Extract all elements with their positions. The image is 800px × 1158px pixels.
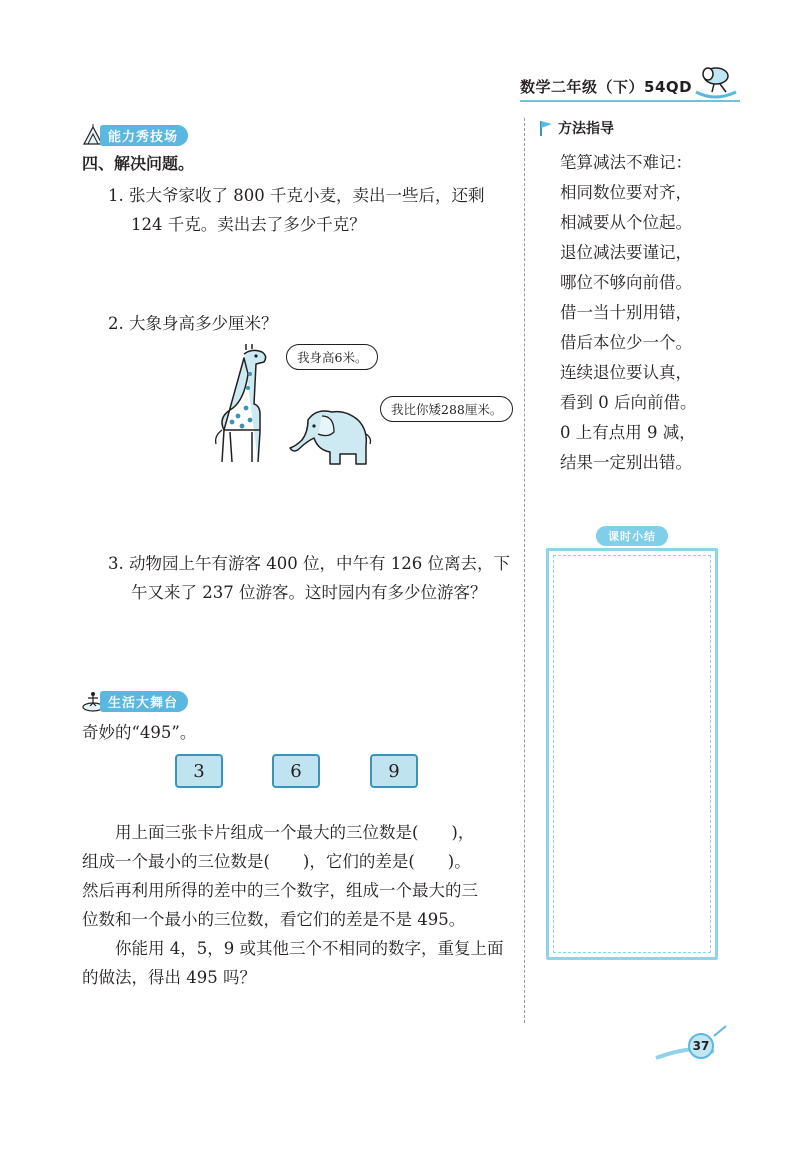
tip-line: 退位减法要谨记， <box>560 243 692 262</box>
page-header-title: 数学二年级（下）54QD <box>520 78 693 96</box>
tip-line: 相同数位要对齐， <box>560 183 692 202</box>
page-number: 37 <box>688 1033 714 1059</box>
life-intro: 奇妙的“495”。 <box>82 723 197 742</box>
life-badge-label: 生活大舞台 <box>100 691 188 712</box>
number-card: 3 <box>175 754 223 788</box>
section-heading: 四、解决问题。 <box>82 154 195 173</box>
number-card: 6 <box>272 754 320 788</box>
lesson-summary-inner-border <box>553 555 711 953</box>
tip-line: 相减要从个位起。 <box>560 213 692 232</box>
life-paragraph-1-line-3: 然后再利用所得的差中的三个数字，组成一个最大的三 <box>82 881 478 900</box>
tip-line: 连续退位要认真， <box>560 363 692 382</box>
question-1-line-1: 1. 张大爷家收了 800 千克小麦，卖出一些后，还剩 <box>108 186 485 205</box>
number-card: 9 <box>370 754 418 788</box>
life-paragraph-1-line-2: 组成一个最小的三位数是( )，它们的差是( )。 <box>82 852 471 871</box>
telescope-logo-icon <box>690 58 740 102</box>
elephant-speech-bubble: 我比你矮288厘米。 <box>380 396 513 422</box>
tip-line: 看到 0 后向前借。 <box>560 393 697 412</box>
tip-line: 哪位不够向前借。 <box>560 273 692 292</box>
tip-line: 笔算减法不难记： <box>560 153 692 172</box>
lesson-summary-box[interactable] <box>546 548 718 960</box>
tip-line: 借一当十别用错， <box>560 303 692 322</box>
question-1-line-2: 124 千克。卖出去了多少千克？ <box>131 215 366 234</box>
question-3-line-2: 午又来了 237 位游客。这时园内有多少位游客？ <box>131 583 487 602</box>
life-paragraph-1-line-4: 位数和一个最小的三位数，看它们的差是不是 495。 <box>82 910 466 929</box>
flag-icon <box>538 119 554 137</box>
tip-line: 0 上有点用 9 减， <box>560 423 696 442</box>
giraffe-speech-bubble: 我身高6米。 <box>286 344 378 370</box>
method-tip-title <box>538 118 614 138</box>
elephant-icon <box>288 404 374 470</box>
question-3-line-1: 3. 动物园上午有游客 400 位，中午有 126 位离去，下 <box>108 554 510 573</box>
question-2: 2. 大象身高多少厘米？ <box>108 314 278 333</box>
life-section-badge <box>82 690 188 712</box>
life-paragraph-1-line-1: 用上面三张卡片组成一个最大的三位数是( )， <box>115 823 475 842</box>
life-paragraph-2-line-1: 你能用 4，5，9 或其他三个不相同的数字，重复上面 <box>115 939 504 958</box>
lesson-summary-label: 课时小结 <box>596 526 668 546</box>
giraffe-icon <box>208 344 276 468</box>
practice-section-badge <box>82 124 188 146</box>
tip-line: 借后本位少一个。 <box>560 333 692 352</box>
life-paragraph-2-line-2: 的做法，得出 495 吗？ <box>82 968 256 987</box>
method-tip-title-text: 方法指导 <box>558 121 614 137</box>
tip-line: 结果一定别出错。 <box>560 453 692 472</box>
column-divider <box>524 118 525 1023</box>
practice-badge-label: 能力秀技场 <box>100 125 188 146</box>
